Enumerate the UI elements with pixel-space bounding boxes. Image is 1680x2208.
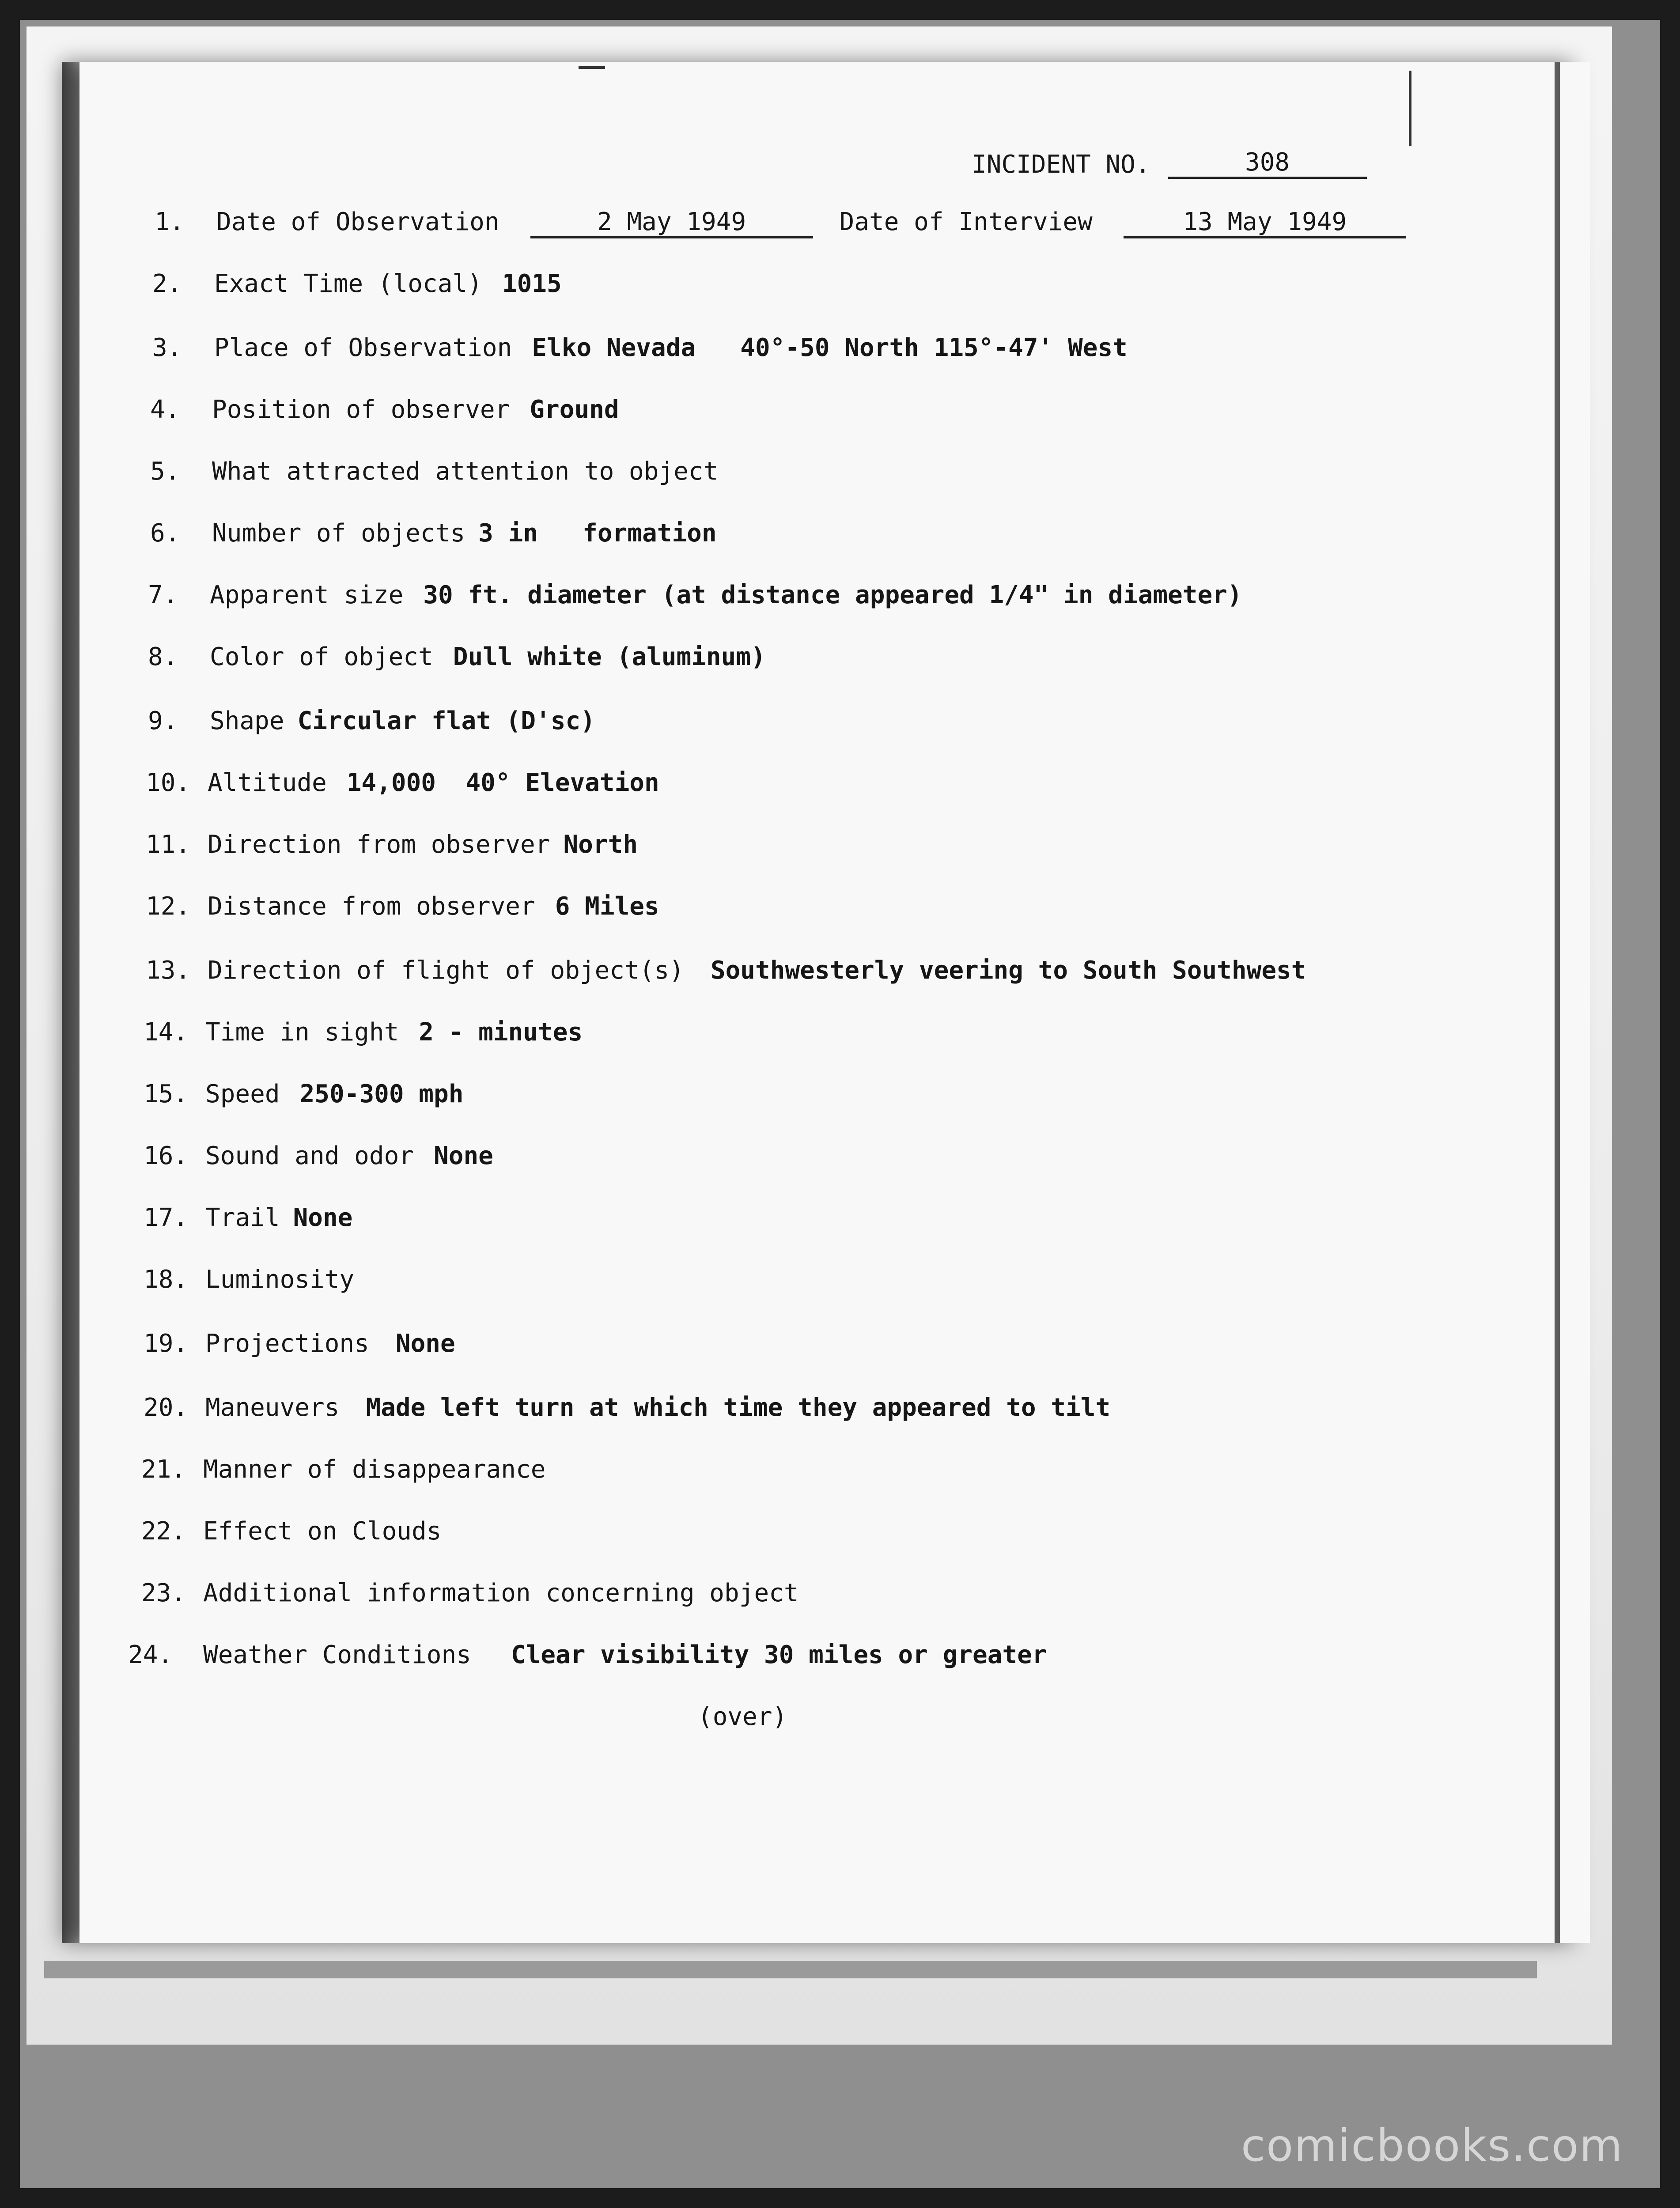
row-label: Direction of flight of object(s) — [208, 956, 684, 985]
form-row-17 — [144, 1203, 352, 1232]
row-label: Projections — [205, 1329, 369, 1358]
form-row-2 — [152, 269, 562, 298]
form-row-18 — [144, 1265, 374, 1294]
row-value: 6 Miles — [555, 892, 659, 921]
row-label: Sound and odor — [205, 1142, 414, 1170]
form-row-16 — [144, 1142, 493, 1170]
row-label: What attracted attention to object — [212, 457, 719, 486]
row-label: Exact Time (local) — [214, 269, 482, 298]
row-number: 14. — [144, 1018, 189, 1047]
date-of-observation-value: 2 May 1949 — [530, 208, 813, 238]
row-value: Made left turn at which time they appeared to tilt — [366, 1393, 1111, 1422]
row-label: Additional information concerning object — [203, 1579, 799, 1607]
form-row-22 — [141, 1517, 461, 1546]
form-row-8 — [148, 643, 766, 671]
row-number: 3. — [152, 333, 182, 362]
form-row-21 — [141, 1455, 565, 1484]
row-value: 1015 — [502, 269, 562, 298]
row-number: 23. — [141, 1579, 186, 1607]
form-row-5 — [150, 457, 738, 486]
form-row-6 — [150, 519, 717, 548]
row-label: Trail — [205, 1203, 280, 1232]
row-value: Dull white (aluminum) — [453, 643, 766, 671]
row-number: 10. — [146, 768, 191, 797]
row-value: 30 ft. diameter (at distance appeared 1/4" in diameter) — [423, 581, 1242, 609]
row-number: 9. — [148, 707, 178, 735]
row-value: Clear visibility 30 miles or greater — [511, 1641, 1047, 1669]
row-value: Ground — [530, 395, 619, 424]
row-value: None — [434, 1142, 493, 1170]
row-number: 2. — [152, 269, 182, 298]
row-value: None — [395, 1329, 455, 1358]
scan-mark — [579, 66, 605, 69]
row-label: Position of observer — [212, 395, 510, 424]
row-value: 250-300 mph — [299, 1080, 464, 1108]
form-row-13 — [146, 956, 1306, 985]
row-value: Circular flat (D'sc) — [297, 707, 595, 735]
form-row-19 — [144, 1329, 455, 1358]
row-label: Maneuvers — [205, 1393, 340, 1422]
form-row-4 — [150, 395, 619, 424]
row-label: Speed — [205, 1080, 280, 1108]
row-label: Luminosity — [205, 1265, 355, 1294]
form-row-9 — [148, 707, 595, 735]
row-value: 3 in formation — [478, 519, 717, 548]
incident-value: 308 — [1168, 148, 1367, 179]
form-row-23 — [141, 1579, 819, 1607]
row-value: 14,000 40° Elevation — [346, 768, 659, 797]
form-row-1 — [155, 208, 1406, 238]
form-row-14 — [144, 1018, 583, 1047]
row-label: Weather Conditions — [203, 1641, 471, 1669]
row-value: North — [563, 830, 638, 859]
over-note: (over) — [698, 1702, 787, 1731]
form-row-11 — [146, 830, 638, 859]
row-number: 21. — [141, 1455, 186, 1484]
row-label: Time in sight — [205, 1018, 399, 1047]
row-label: Apparent size — [210, 581, 404, 609]
row-value: Elko Nevada 40°-50 North 115°-47' West — [532, 333, 1128, 362]
form-row-10 — [146, 768, 659, 797]
row-value: 2 - minutes — [419, 1018, 583, 1047]
row-label: Date of Observation — [216, 208, 499, 236]
row-number: 1. — [155, 208, 185, 236]
row-number: 11. — [146, 830, 191, 859]
form-row-20 — [144, 1393, 1110, 1422]
row-number: 20. — [144, 1393, 189, 1422]
row-label: Place of Observation — [214, 333, 512, 362]
row-label: Distance from observer — [208, 892, 535, 921]
row-label: Number of objects — [212, 519, 465, 548]
row-number: 6. — [150, 519, 180, 548]
row-label: Color of object — [210, 643, 433, 671]
row-number: 18. — [144, 1265, 189, 1294]
row-number: 8. — [148, 643, 178, 671]
row-label: Effect on Clouds — [203, 1517, 442, 1546]
row-label-interview: Date of Interview — [839, 208, 1093, 236]
form-row-7 — [148, 581, 1242, 609]
row-number: 15. — [144, 1080, 189, 1108]
date-of-interview-value: 13 May 1949 — [1124, 208, 1406, 238]
row-number: 4. — [150, 395, 180, 424]
form-row-24 — [128, 1641, 1047, 1669]
row-number: 24. — [128, 1641, 173, 1669]
row-label: Shape — [210, 707, 284, 735]
row-number: 13. — [146, 956, 191, 985]
row-value: Southwesterly veering to South Southwest — [710, 956, 1306, 985]
row-label: Altitude — [208, 768, 327, 797]
row-value: None — [293, 1203, 353, 1232]
row-label: Direction from observer — [208, 830, 550, 859]
row-label: Manner of disappearance — [203, 1455, 546, 1484]
row-number: 12. — [146, 892, 191, 921]
page-bottom-band — [44, 1961, 1537, 1978]
form-row-3 — [152, 333, 1128, 362]
form-row-15 — [144, 1080, 463, 1108]
row-number: 17. — [144, 1203, 189, 1232]
incident-number — [972, 148, 1367, 179]
page-right-edge — [1555, 62, 1560, 1943]
row-number: 7. — [148, 581, 178, 609]
scan-mark — [1409, 71, 1411, 146]
form-row-12 — [146, 892, 659, 921]
incident-label: INCIDENT NO. — [972, 150, 1150, 179]
row-number: 19. — [144, 1329, 189, 1358]
row-number: 5. — [150, 457, 180, 486]
watermark: comicbooks.com — [1241, 2120, 1623, 2171]
row-number: 16. — [144, 1142, 189, 1170]
row-number: 22. — [141, 1517, 186, 1546]
